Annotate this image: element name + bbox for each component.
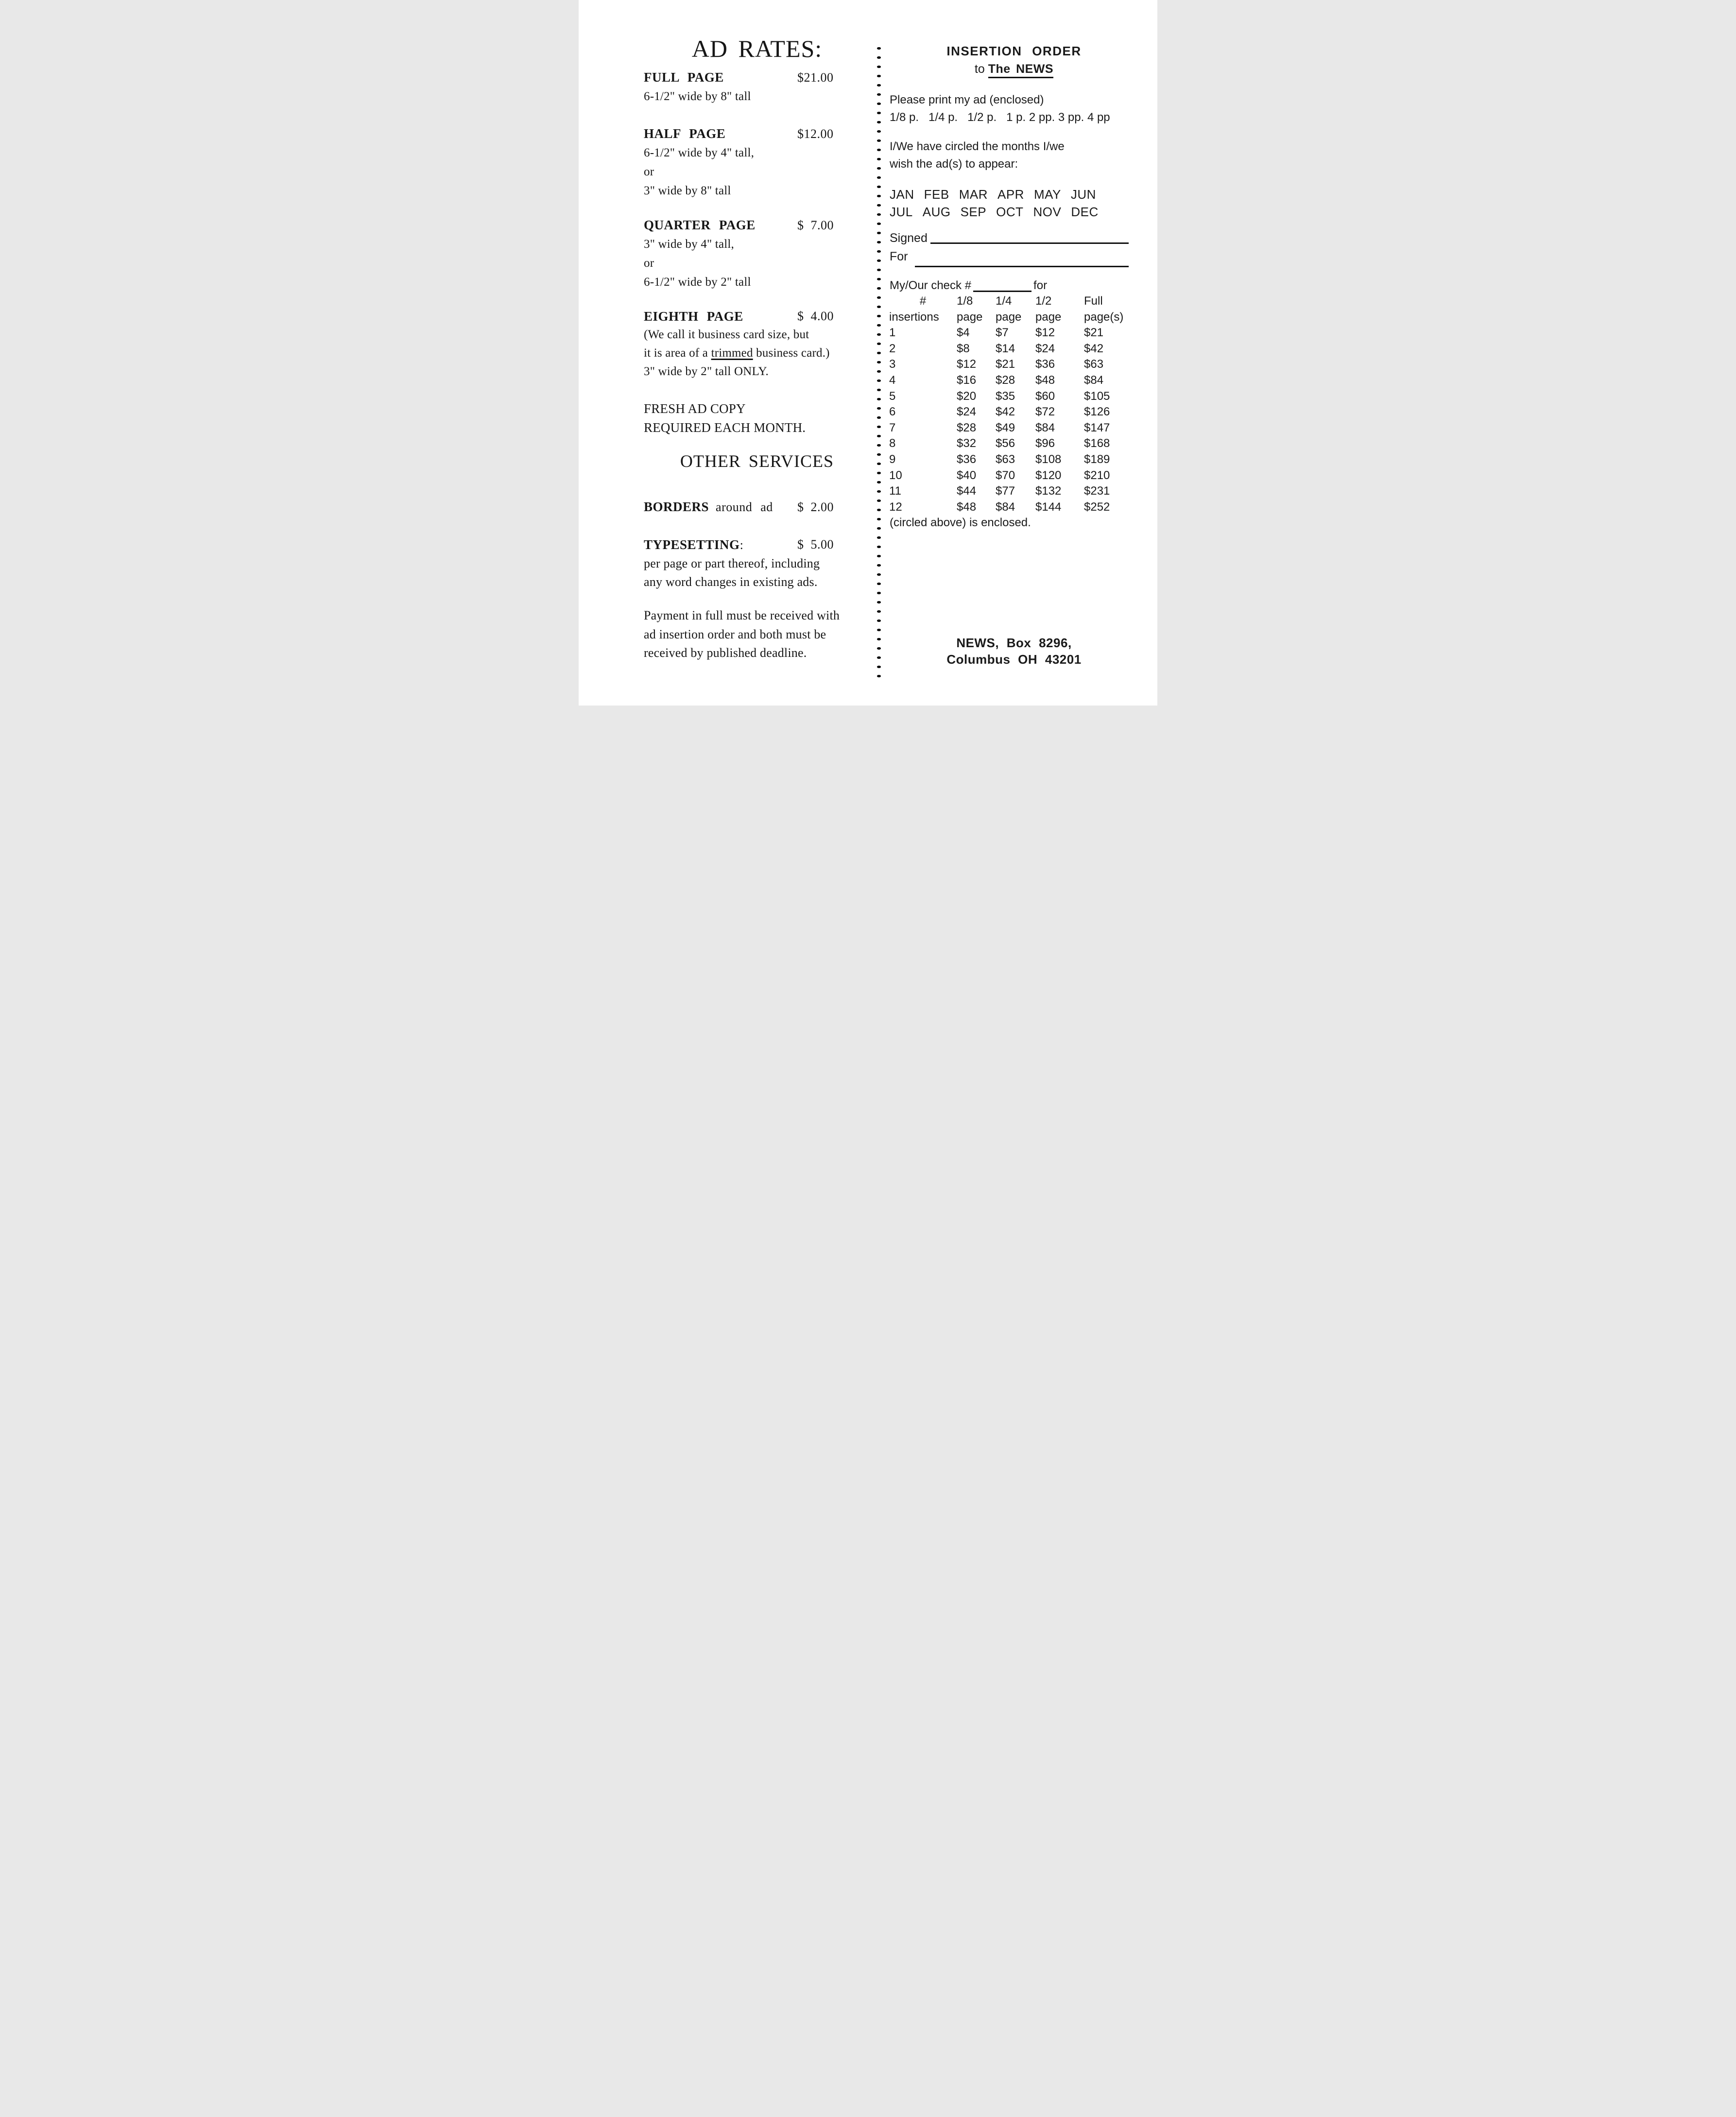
table-cell: $8 — [957, 342, 970, 355]
check-label: My/Our check # — [890, 279, 972, 292]
table-cell: $36 — [1035, 358, 1055, 371]
table-cell: $84 — [996, 500, 1015, 514]
scanned-ad-rates-page — [579, 0, 1157, 706]
table-cell: $70 — [996, 468, 1015, 482]
table-cell: 7 — [889, 421, 896, 434]
table-cell: $16 — [957, 373, 977, 387]
signature-section — [890, 230, 1138, 264]
table-cell: $77 — [996, 484, 1015, 498]
table-cell: $28 — [957, 421, 977, 434]
table-cell: $63 — [1084, 358, 1104, 371]
colon: : — [739, 538, 744, 552]
other-services-title: OTHER SERVICES — [680, 451, 834, 471]
table-cell: $14 — [996, 342, 1015, 355]
rate-note: (We call it business card size, but — [644, 328, 809, 341]
rate-heading — [644, 68, 873, 87]
table-cell: $48 — [957, 500, 977, 514]
service-note: per page or part thereof, including — [644, 556, 820, 570]
rate-label: FULL PAGE — [644, 70, 724, 85]
table-cell: $12 — [957, 358, 977, 371]
rate-label: HALF PAGE — [644, 126, 726, 141]
table-cell: 11 — [889, 484, 901, 498]
table-cell: $147 — [1084, 421, 1110, 434]
table-cell: $168 — [1084, 437, 1110, 450]
table-header-cell: page(s) — [1084, 310, 1124, 324]
table-cell: $42 — [996, 405, 1015, 419]
table-cell: $84 — [1084, 373, 1104, 387]
month-option: OCT — [996, 205, 1024, 219]
table-cell: 12 — [889, 500, 902, 514]
months-grid — [890, 186, 1138, 221]
rate-dimensions: 3" wide by 4" tall, — [644, 238, 734, 251]
address-line-2: Columbus OH 43201 — [946, 652, 1082, 667]
rate-price: $ 4.00 — [797, 309, 834, 323]
table-header-cell: page — [1035, 310, 1062, 324]
month-option: SEP — [960, 205, 987, 219]
service-label: TYPESETTING — [644, 537, 740, 552]
rate-heading — [644, 307, 873, 326]
table-cell: $35 — [996, 389, 1015, 403]
table-cell: $4 — [957, 326, 970, 340]
circle-months-instructions — [890, 138, 1138, 173]
table-cell: 9 — [889, 452, 896, 466]
rate-dimensions: 6-1/2" wide by 8" tall — [644, 90, 751, 103]
check-number-blank — [973, 291, 1031, 292]
signed-row — [890, 230, 1129, 246]
table-cell: 10 — [889, 468, 902, 482]
month-option: FEB — [924, 187, 949, 202]
rate-section-eighth-page — [644, 307, 873, 381]
dotted-divider-line — [876, 44, 882, 681]
check-row — [890, 278, 1129, 293]
table-cell: $108 — [1035, 452, 1062, 466]
table-cell: $36 — [957, 452, 977, 466]
table-cell: $24 — [1035, 342, 1055, 355]
payment-line: Payment in full must be received with — [644, 608, 840, 622]
check-for-label: for — [1033, 279, 1048, 292]
table-cell: $189 — [1084, 452, 1110, 466]
table-cell: $231 — [1084, 484, 1110, 498]
payment-line: received by published deadline. — [644, 646, 807, 660]
table-header-cell: insertions — [889, 310, 939, 324]
ad-rates-title: AD RATES: — [691, 35, 823, 62]
insertion-order-subtitle: to The NEWS — [890, 59, 1138, 79]
rate-or: or — [644, 257, 654, 270]
address-line-1: NEWS, Box 8296, — [956, 636, 1072, 650]
table-cell: $132 — [1035, 484, 1062, 498]
table-cell: $20 — [957, 389, 977, 403]
table-cell: $72 — [1035, 405, 1055, 419]
table-header-cell: Full — [1084, 294, 1103, 308]
table-cell: $21 — [1084, 326, 1104, 340]
rate-note: it is area of a trimmed business card.) — [644, 346, 830, 360]
table-cell: $96 — [1035, 437, 1055, 450]
payment-line: ad insertion order and both must be — [644, 627, 826, 641]
table-cell: $28 — [996, 373, 1015, 387]
table-cell: $120 — [1035, 468, 1062, 482]
table-cell: $24 — [957, 405, 977, 419]
service-note: any word changes in existing ads. — [644, 575, 818, 589]
for-label: For — [890, 250, 908, 263]
service-label: BORDERS — [644, 499, 709, 514]
rate-dimensions: 3" wide by 8" tall — [644, 184, 731, 197]
table-cell: 8 — [889, 437, 896, 450]
rate-section-half-page — [644, 124, 873, 200]
payment-terms-paragraph — [644, 606, 873, 663]
service-heading — [644, 498, 873, 516]
service-price: $ 2.00 — [797, 500, 834, 514]
table-header-cell: # — [919, 294, 927, 308]
insertion-pricing-table — [889, 294, 1157, 516]
table-cell: $44 — [957, 484, 977, 498]
table-cell: $49 — [996, 421, 1015, 434]
fresh-line: FRESH AD COPY — [644, 401, 746, 416]
table-cell: $12 — [1035, 326, 1055, 340]
rate-or: or — [644, 165, 654, 178]
table-cell: $56 — [996, 437, 1015, 450]
rate-dimensions: 3" wide by 2" tall ONLY. — [644, 365, 769, 378]
publication-name: The NEWS — [988, 62, 1053, 78]
table-cell: $210 — [1084, 468, 1110, 482]
for-row — [890, 249, 1129, 264]
borders-service-row — [644, 498, 873, 516]
rate-price: $21.00 — [797, 70, 834, 85]
month-option: JUL — [890, 205, 913, 219]
months-row-2 — [890, 203, 1138, 221]
rate-section-quarter-page — [644, 216, 873, 292]
service-heading — [644, 535, 873, 554]
rate-price: $12.00 — [797, 127, 834, 141]
rate-label: EIGHTH PAGE — [644, 309, 743, 324]
enclosed-note: (circled above) is enclosed. — [890, 516, 1031, 529]
table-cell: $7 — [996, 326, 1009, 340]
ad-size-options: 1/8 p. 1/4 p. 1/2 p. 1 p. 2 pp. 3 pp. 4 pp — [890, 111, 1110, 124]
table-cell: $144 — [1035, 500, 1062, 514]
fresh-line: REQUIRED EACH MONTH. — [644, 420, 806, 435]
typesetting-service-section — [644, 535, 873, 591]
print-instruction-line: Please print my ad (enclosed) — [890, 93, 1044, 106]
table-header-cell: page — [957, 310, 983, 324]
month-option: AUG — [922, 205, 951, 219]
rate-heading — [644, 216, 873, 235]
print-ad-instructions — [890, 91, 1138, 126]
table-cell: $252 — [1084, 500, 1110, 514]
table-cell: 2 — [889, 342, 896, 355]
for-blank-line — [915, 266, 1129, 267]
mailing-address — [890, 635, 1138, 668]
rate-dimensions: 6-1/2" wide by 4" tall, — [644, 146, 755, 159]
table-cell: 1 — [889, 326, 896, 340]
table-header-cell: 1/2 — [1035, 294, 1052, 308]
months-row-1 — [890, 186, 1138, 203]
table-cell: $84 — [1035, 421, 1055, 434]
month-option: APR — [997, 187, 1024, 202]
table-cell: 6 — [889, 405, 896, 419]
insertion-order-header — [890, 43, 1138, 79]
table-cell: $32 — [957, 437, 977, 450]
insertion-order-title: INSERTION ORDER — [946, 44, 1082, 58]
month-option: NOV — [1033, 205, 1062, 219]
signed-label: Signed — [890, 231, 928, 245]
service-desc: around ad — [716, 500, 773, 514]
underlined-word: trimmed — [711, 346, 753, 360]
rate-section-full-page — [644, 68, 873, 106]
table-cell: $63 — [996, 452, 1015, 466]
month-option: JAN — [890, 187, 914, 202]
rate-label: QUARTER PAGE — [644, 218, 756, 232]
month-option: JUN — [1070, 187, 1096, 202]
table-header-cell: 1/4 — [996, 294, 1012, 308]
table-cell: 4 — [889, 373, 896, 387]
rate-heading — [644, 124, 873, 143]
table-header-cell: 1/8 — [957, 294, 973, 308]
table-cell: 5 — [889, 389, 896, 403]
month-option: DEC — [1071, 205, 1099, 219]
instruction-line: wish the ad(s) to appear: — [890, 157, 1018, 171]
table-header-cell: page — [996, 310, 1022, 324]
check-number-section — [890, 278, 1138, 293]
month-option: MAR — [959, 187, 988, 202]
service-price: $ 5.00 — [797, 537, 834, 551]
table-cell: $126 — [1084, 405, 1110, 419]
fresh-ad-copy-note — [644, 399, 873, 437]
rate-dimensions: 6-1/2" wide by 2" tall — [644, 275, 751, 289]
table-cell: $60 — [1035, 389, 1055, 403]
month-option: MAY — [1033, 187, 1061, 202]
table-cell: $42 — [1084, 342, 1104, 355]
table-cell: $40 — [957, 468, 977, 482]
signed-blank-line — [930, 242, 1129, 244]
table-cell: $105 — [1084, 389, 1110, 403]
table-cell: $21 — [996, 358, 1015, 371]
table-cell: $48 — [1035, 373, 1055, 387]
instruction-line: I/We have circled the months I/we — [890, 140, 1065, 153]
rate-price: $ 7.00 — [797, 218, 834, 232]
table-cell: 3 — [889, 358, 896, 371]
